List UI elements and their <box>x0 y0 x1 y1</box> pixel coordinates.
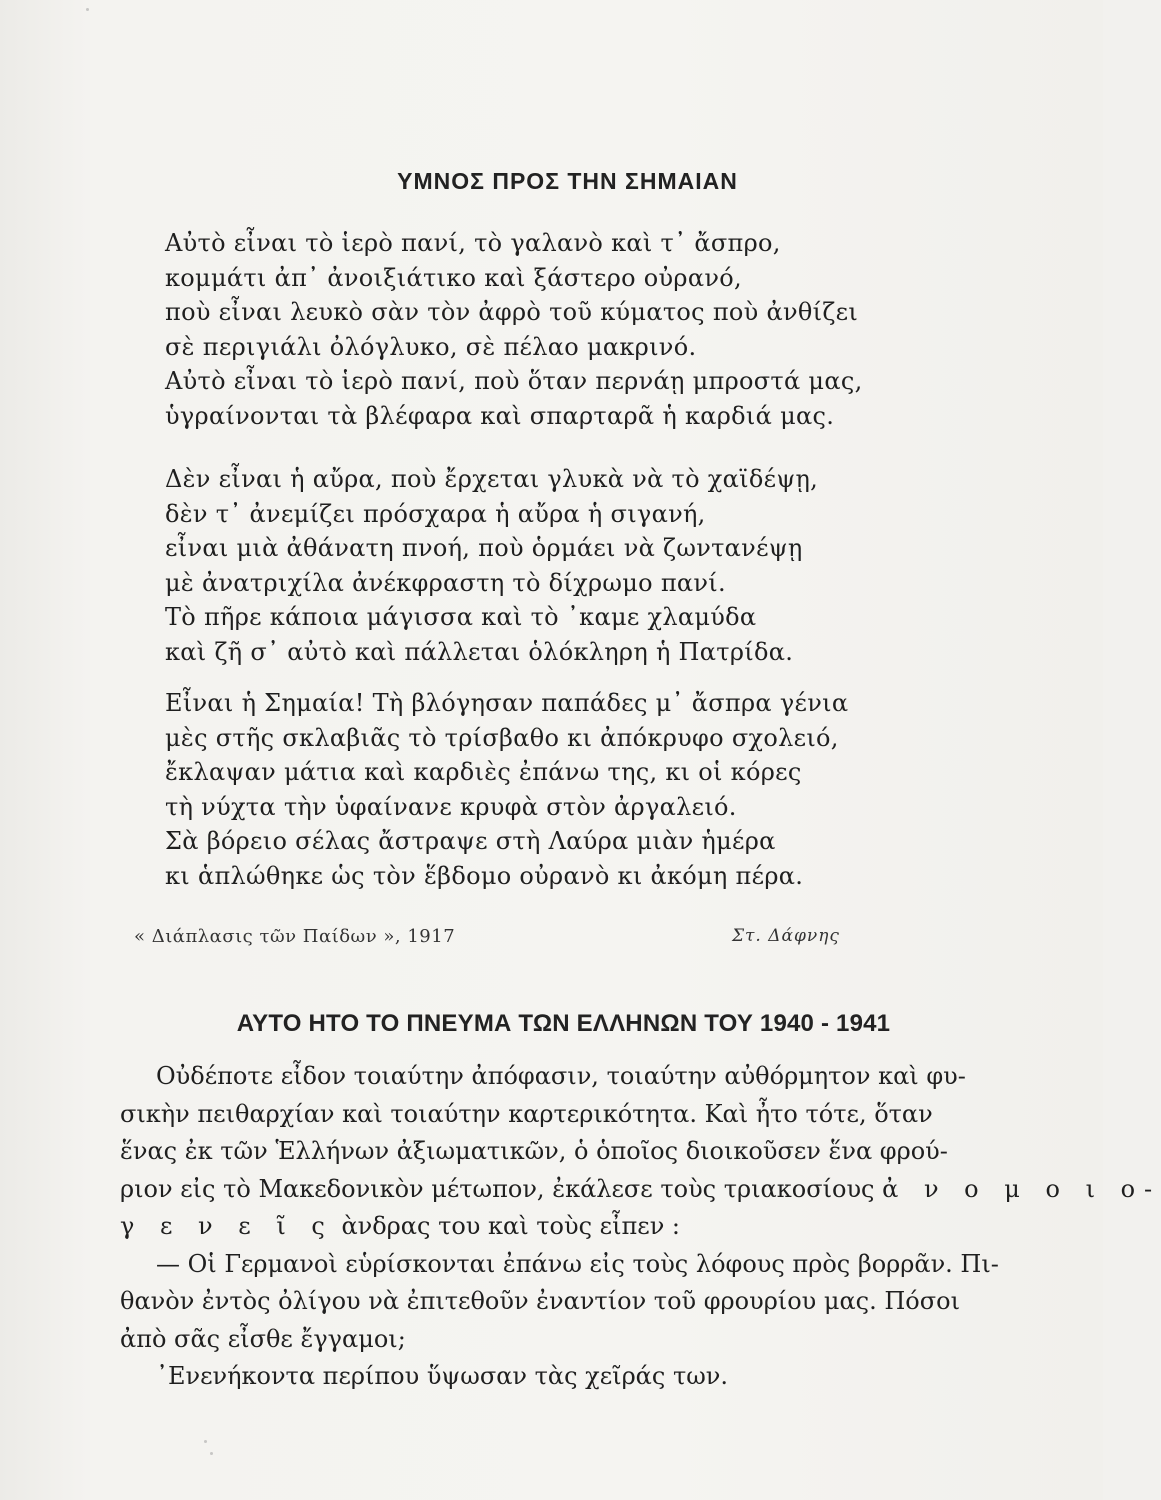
poem-line: κι ἁπλώθηκε ὡς τὸν ἕβδομο οὐρανὸ κι ἀκόμη πέρα. <box>165 861 804 890</box>
poem-line: Δὲν εἶναι ἡ αὔρα, ποὺ ἔρχεται γλυκὰ νὰ τὸ χαϊδέψῃ, <box>165 465 819 493</box>
poem-line: μὲς στῆς σκλαβιᾶς τὸ τρίσβαθο κι ἀπόκρυφο σχολειό, <box>165 723 839 752</box>
poem-line: κομμάτι ἀπ᾽ ἀνοιξιάτικο καὶ ξάστερο οὐρανό, <box>165 263 742 292</box>
poem-line: τὴ νύχτα τὴν ὑφαίνανε κρυφὰ στὸν ἀργαλειό. <box>165 792 737 821</box>
essay-line <box>120 1208 932 1246</box>
poem-line: Σὰ βόρειο σέλας ἄστραψε στὴ Λαύρα μιὰν ἡμέρα <box>165 827 776 856</box>
poem-line: μὲ ἀνατριχίλα ἀνέκφραστη τὸ δίχρωμο πανί. <box>165 568 726 597</box>
essay-line: Οὐδέποτε εἶδον τοιαύτην ἀπόφασιν, τοιαύτην αὐθόρμητον καὶ φυ- <box>156 1062 966 1090</box>
essay-line: — Οἱ Γερμανοὶ εὑρίσκονται ἐπάνω εἰς τοὺς λόφους πρὸς βορρᾶν. Πι- <box>156 1249 999 1278</box>
poem-line: ὑγραίνονται τὰ βλέφαρα καὶ σπαρταρᾶ ἡ καρδιά μας. <box>165 401 835 430</box>
spaced-word: γ ε ν ε ῖ ς <box>120 1212 334 1240</box>
poem-line: Αὐτὸ εἶναι τὸ ἱερὸ πανί, τὸ γαλανὸ καὶ τ᾽ ἄσπρο, <box>165 229 781 257</box>
poem-line: εἶναι μιὰ ἀθάνατη πνοή, ποὺ ὁρμάει νὰ ζωντανέψῃ <box>165 534 803 563</box>
essay-line: ἕνας ἐκ τῶν Ἑλλήνων ἀξιωματικῶν, ὁ ὁποῖος διοικοῦσεν ἕνα φρού- <box>120 1137 948 1165</box>
essay-line-text: ριον εἰς τὸ Μακεδονικὸν μέτωπον, ἐκάλεσε τοὺς τριακοσίους <box>120 1174 875 1203</box>
paper-speck <box>86 8 89 11</box>
poem-line: ποὺ εἶναι λευκὸ σὰν τὸν ἀφρὸ τοῦ κύματος ποὺ ἀνθίζει <box>165 298 859 327</box>
essay-line: σικὴν πειθαρχίαν καὶ τοιαύτην καρτερικότητα. Καὶ ἦτο τότε, ὅταν <box>120 1099 933 1128</box>
spaced-word: ἀ ν ο μ ο ι ο- <box>882 1174 1161 1203</box>
poem-line: Αὐτὸ εἶναι τὸ ἱερὸ πανί, ποὺ ὅταν περνάῃ μπροστά μας, <box>165 367 863 396</box>
poem-line: καὶ ζῆ σ᾽ αὐτὸ καὶ πάλλεται ὁλόκληρη ἡ Πατρίδα. <box>165 637 794 666</box>
poem-stanza-3 <box>165 686 848 894</box>
poem-author: Στ. Δάφνης <box>732 926 840 946</box>
poem-title: ΥΜΝΟΣ ΠΡΟΣ ΤΗΝ ΣΗΜΑΙΑΝ <box>397 168 738 194</box>
poem-line: δὲν τ᾽ ἀνεμίζει πρόσχαρα ἡ αὔρα ἡ σιγανή, <box>165 499 706 528</box>
essay-line: ἀπὸ σᾶς εἶσθε ἔγγαμοι; <box>120 1324 406 1353</box>
paper-speck <box>204 1440 207 1443</box>
essay-body <box>120 1058 1161 1396</box>
poem-line: σὲ περιγιάλι ὀλόγλυκο, σὲ πέλαο μακρινό. <box>165 332 697 361</box>
poem-line: Τὸ πῆρε κάποια μάγισσα καὶ τὸ ᾽καμε χλαμύδα <box>165 603 757 632</box>
essay-line <box>120 1171 1161 1209</box>
essay-line-text: ὰνδρας του καὶ τοὺς εἶπεν : <box>341 1212 681 1240</box>
poem-stanza-1 <box>165 226 863 434</box>
paper-speck <box>210 1452 213 1455</box>
poem-stanza-2 <box>165 462 818 670</box>
essay-title: ΑΥΤΟ ΗΤΟ ΤΟ ΠΝΕΥΜΑ ΤΩΝ ΕΛΛΗΝΩΝ ΤΟΥ 1940 - 1941 <box>236 1010 891 1037</box>
essay-line: θανὸν ἐντὸς ὀλίγου νὰ ἐπιτεθοῦν ἐναντίον τοῦ φρουρίου μας. Πόσοι <box>120 1287 960 1315</box>
poem-line: ἔκλαψαν μάτια καὶ καρδιὲς ἐπάνω της, κι οἱ κόρες <box>165 758 802 787</box>
essay-line: ᾽Ενενήκοντα περίπου ὕψωσαν τὰς χεῖράς των. <box>156 1362 729 1390</box>
poem-source: « Διάπλασις τῶν Παίδων », 1917 <box>134 926 456 947</box>
poem-line: Εἶναι ἡ Σημαία! Τὴ βλόγησαν παπάδες μ᾽ ἄσπρα γένια <box>165 689 849 717</box>
